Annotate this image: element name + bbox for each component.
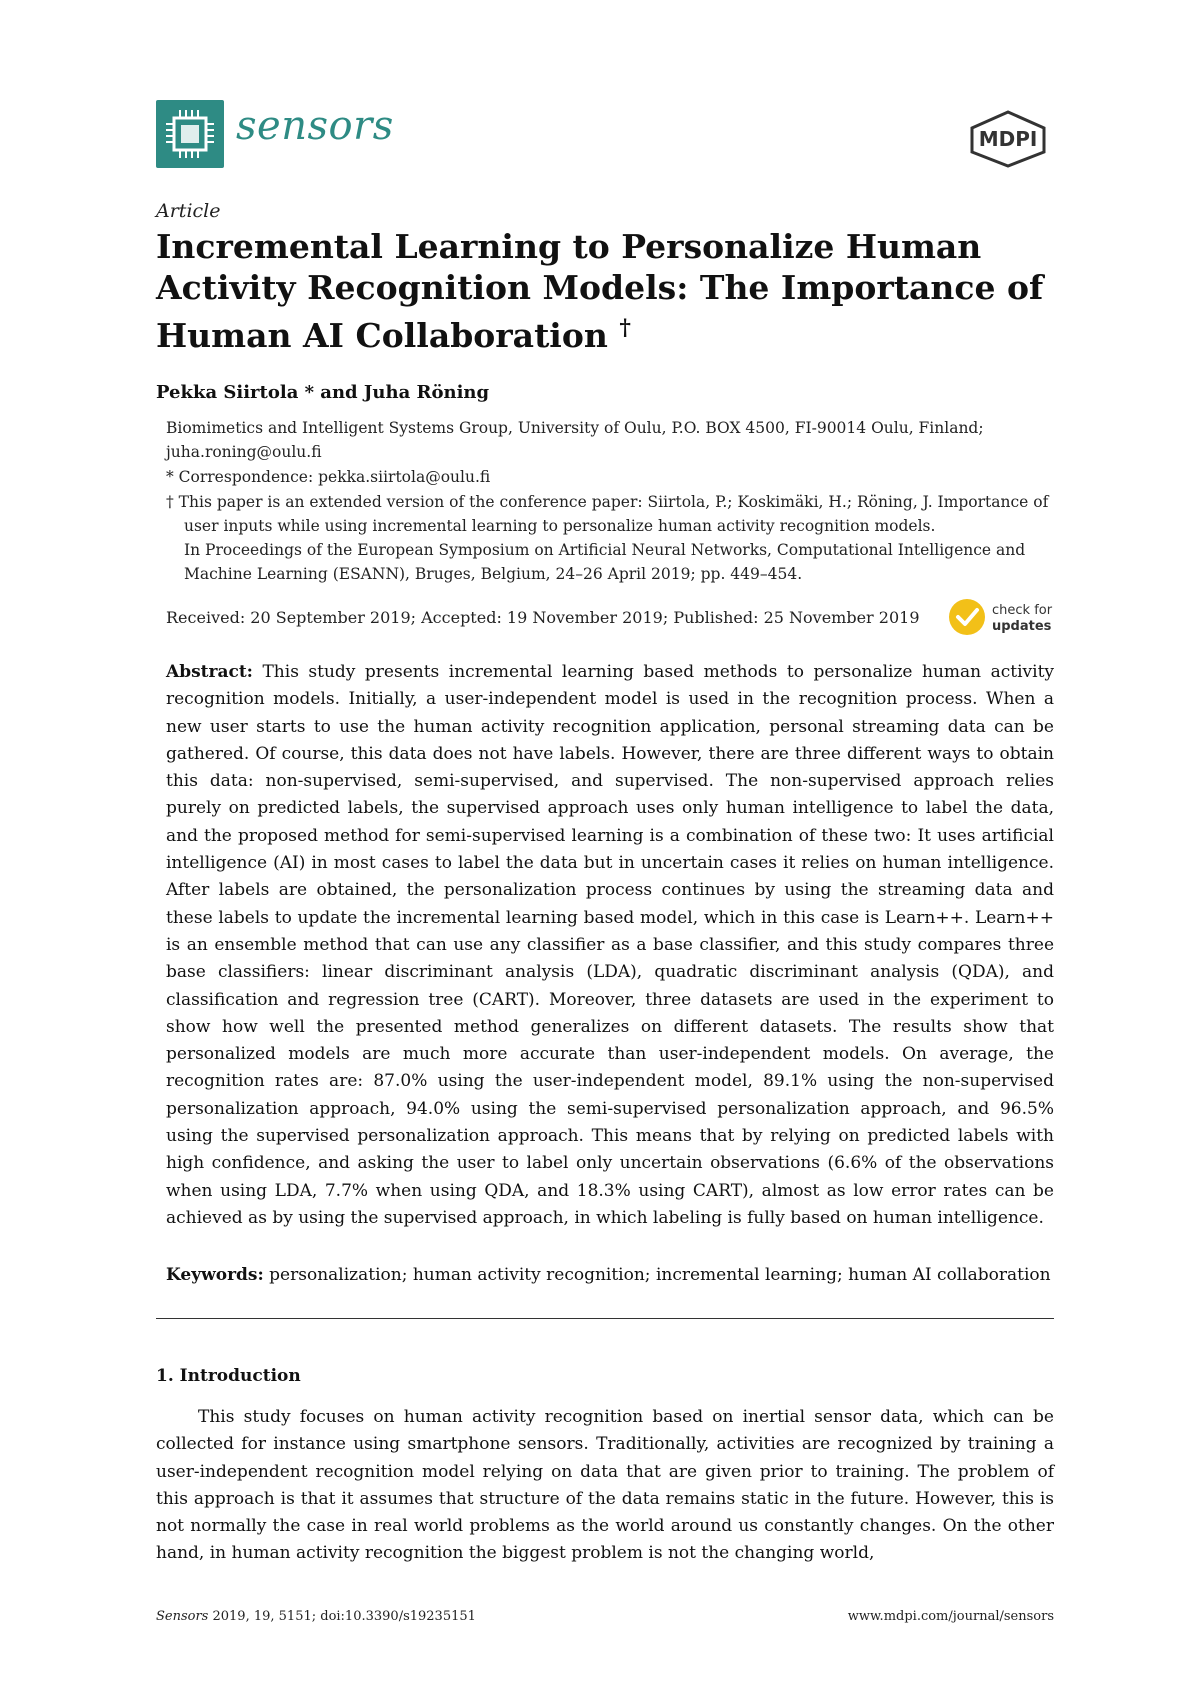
check-for-updates-badge[interactable] <box>948 596 1058 638</box>
section-heading: 1. Introduction <box>156 1366 301 1386</box>
keywords <box>166 1262 1054 1289</box>
publisher-name: MDPI <box>978 127 1038 151</box>
introduction-paragraph: This study focuses on human activity recognition based on inertial sensor data, which can be collected for instance using smartphone sensors. Traditionally, activities are recognized by training a user-independent recognition model relying on data that are given prior to training. The problem of this approach is that it assumes that structure of the data remains static in the future. However, this is not normally the case in real world problems as the world around us constantly changes. On the other hand, in human activity recognition the biggest problem is not the changing world, <box>156 1407 1054 1564</box>
note-line: user inputs while using incremental learning to personalize human activity recognition models. <box>184 517 936 535</box>
keywords-text: personalization; human activity recognition; incremental learning; human AI collaboration <box>269 1265 1051 1285</box>
journal-logo-icon <box>156 100 224 168</box>
journal-name: sensors <box>236 103 394 149</box>
note-line: Machine Learning (ESANN), Bruges, Belgium, 24–26 April 2019; pp. 449–454. <box>184 565 803 583</box>
author-list: Pekka Siirtola * and Juha Röning <box>156 382 490 403</box>
correspondence: * Correspondence: pekka.siirtola@oulu.fi <box>166 468 491 486</box>
title-footnote-mark: † <box>619 315 631 341</box>
mdpi-logo-icon <box>966 108 1050 168</box>
publication-dates: Received: 20 September 2019; Accepted: 19 November 2019; Published: 25 November 2019 <box>166 608 920 627</box>
check-circle-icon <box>949 599 985 635</box>
citation-journal: Sensors <box>156 1609 209 1624</box>
keywords-label: Keywords: <box>166 1265 264 1285</box>
title-text: Incremental Learning to Personalize Human Activity Recognition Models: The Importance of Human AI Collaboration <box>156 227 1044 355</box>
note-line: † This paper is an extended version of the conference paper: Siirtola, P.; Koskimäki, H.; Röning, J. Importance of <box>166 493 1049 511</box>
paper-note <box>166 490 1056 586</box>
citation-details: 2019, 19, 5151; doi:10.3390/s19235151 <box>208 1609 476 1624</box>
section-divider <box>156 1318 1054 1319</box>
article-title <box>156 226 1056 356</box>
abstract <box>166 659 1054 1232</box>
publisher-logo <box>966 108 1050 168</box>
abstract-text: This study presents incremental learning based methods to personalize human activity recognition models. Initially, a user-independent model is used in the recognition process. When a new user starts to use the human activity recognition application, personal streaming data can be gathered. Of course, this data does not have labels. However, there are three different ways to obtain this data: non-supervised, semi-supervised, and supervised. The non-supervised approach relies purely on predicted labels, the supervised approach uses only human intelligence to label the data, and the proposed method for semi-supervised learning is a combination of these two: It uses artificial intelligence (AI) in most cases to label the data but in uncertain cases it relies on human intelligence. After labels are obtained, the personalization process continues by using the streaming data and these labels to update the incremental learning based model, which in this case is Learn++. Learn++ is an ensemble method that can use any classifier as a base classifier, and this study compares three base classifiers: linear discriminant analysis (LDA), quadratic discriminant analysis (QDA), and classification and regression tree (CART). Moreover, three datasets are used in the experiment to show how well the presented method generalizes on different datasets. The results show that personalized models are much more accurate than user-independent models. On average, the recognition rates are: 87.0% using the user-independent model, 89.1% using the non-supervised personalization approach, 94.0% using the semi-supervised personalization approach, and 96.5% using the supervised personalization approach. This means that by relying on predicted labels with high confidence, and asking the user to label only uncertain observations (6.6% of the observations when using LDA, 7.7% when using QDA, and 18.3% using CART), almost as low error rates can be achieved as by using the supervised approach, in which labeling is fully based on human intelligence. <box>166 662 1055 1228</box>
citation-footer <box>156 1609 476 1624</box>
article-type: Article <box>156 200 221 222</box>
note-line: In Proceedings of the European Symposium on Artificial Neural Networks, Computational Intelligence and <box>184 541 1026 559</box>
check-updates-line2: updates <box>992 619 1052 634</box>
check-updates-line1: check for <box>992 603 1053 618</box>
abstract-label: Abstract: <box>166 662 253 682</box>
affiliation: Biomimetics and Intelligent Systems Group, University of Oulu, P.O. BOX 4500, FI-90014 Oulu, Finland; juha.roning@oulu.fi <box>166 419 984 461</box>
journal-url[interactable]: www.mdpi.com/journal/sensors <box>847 1609 1054 1624</box>
